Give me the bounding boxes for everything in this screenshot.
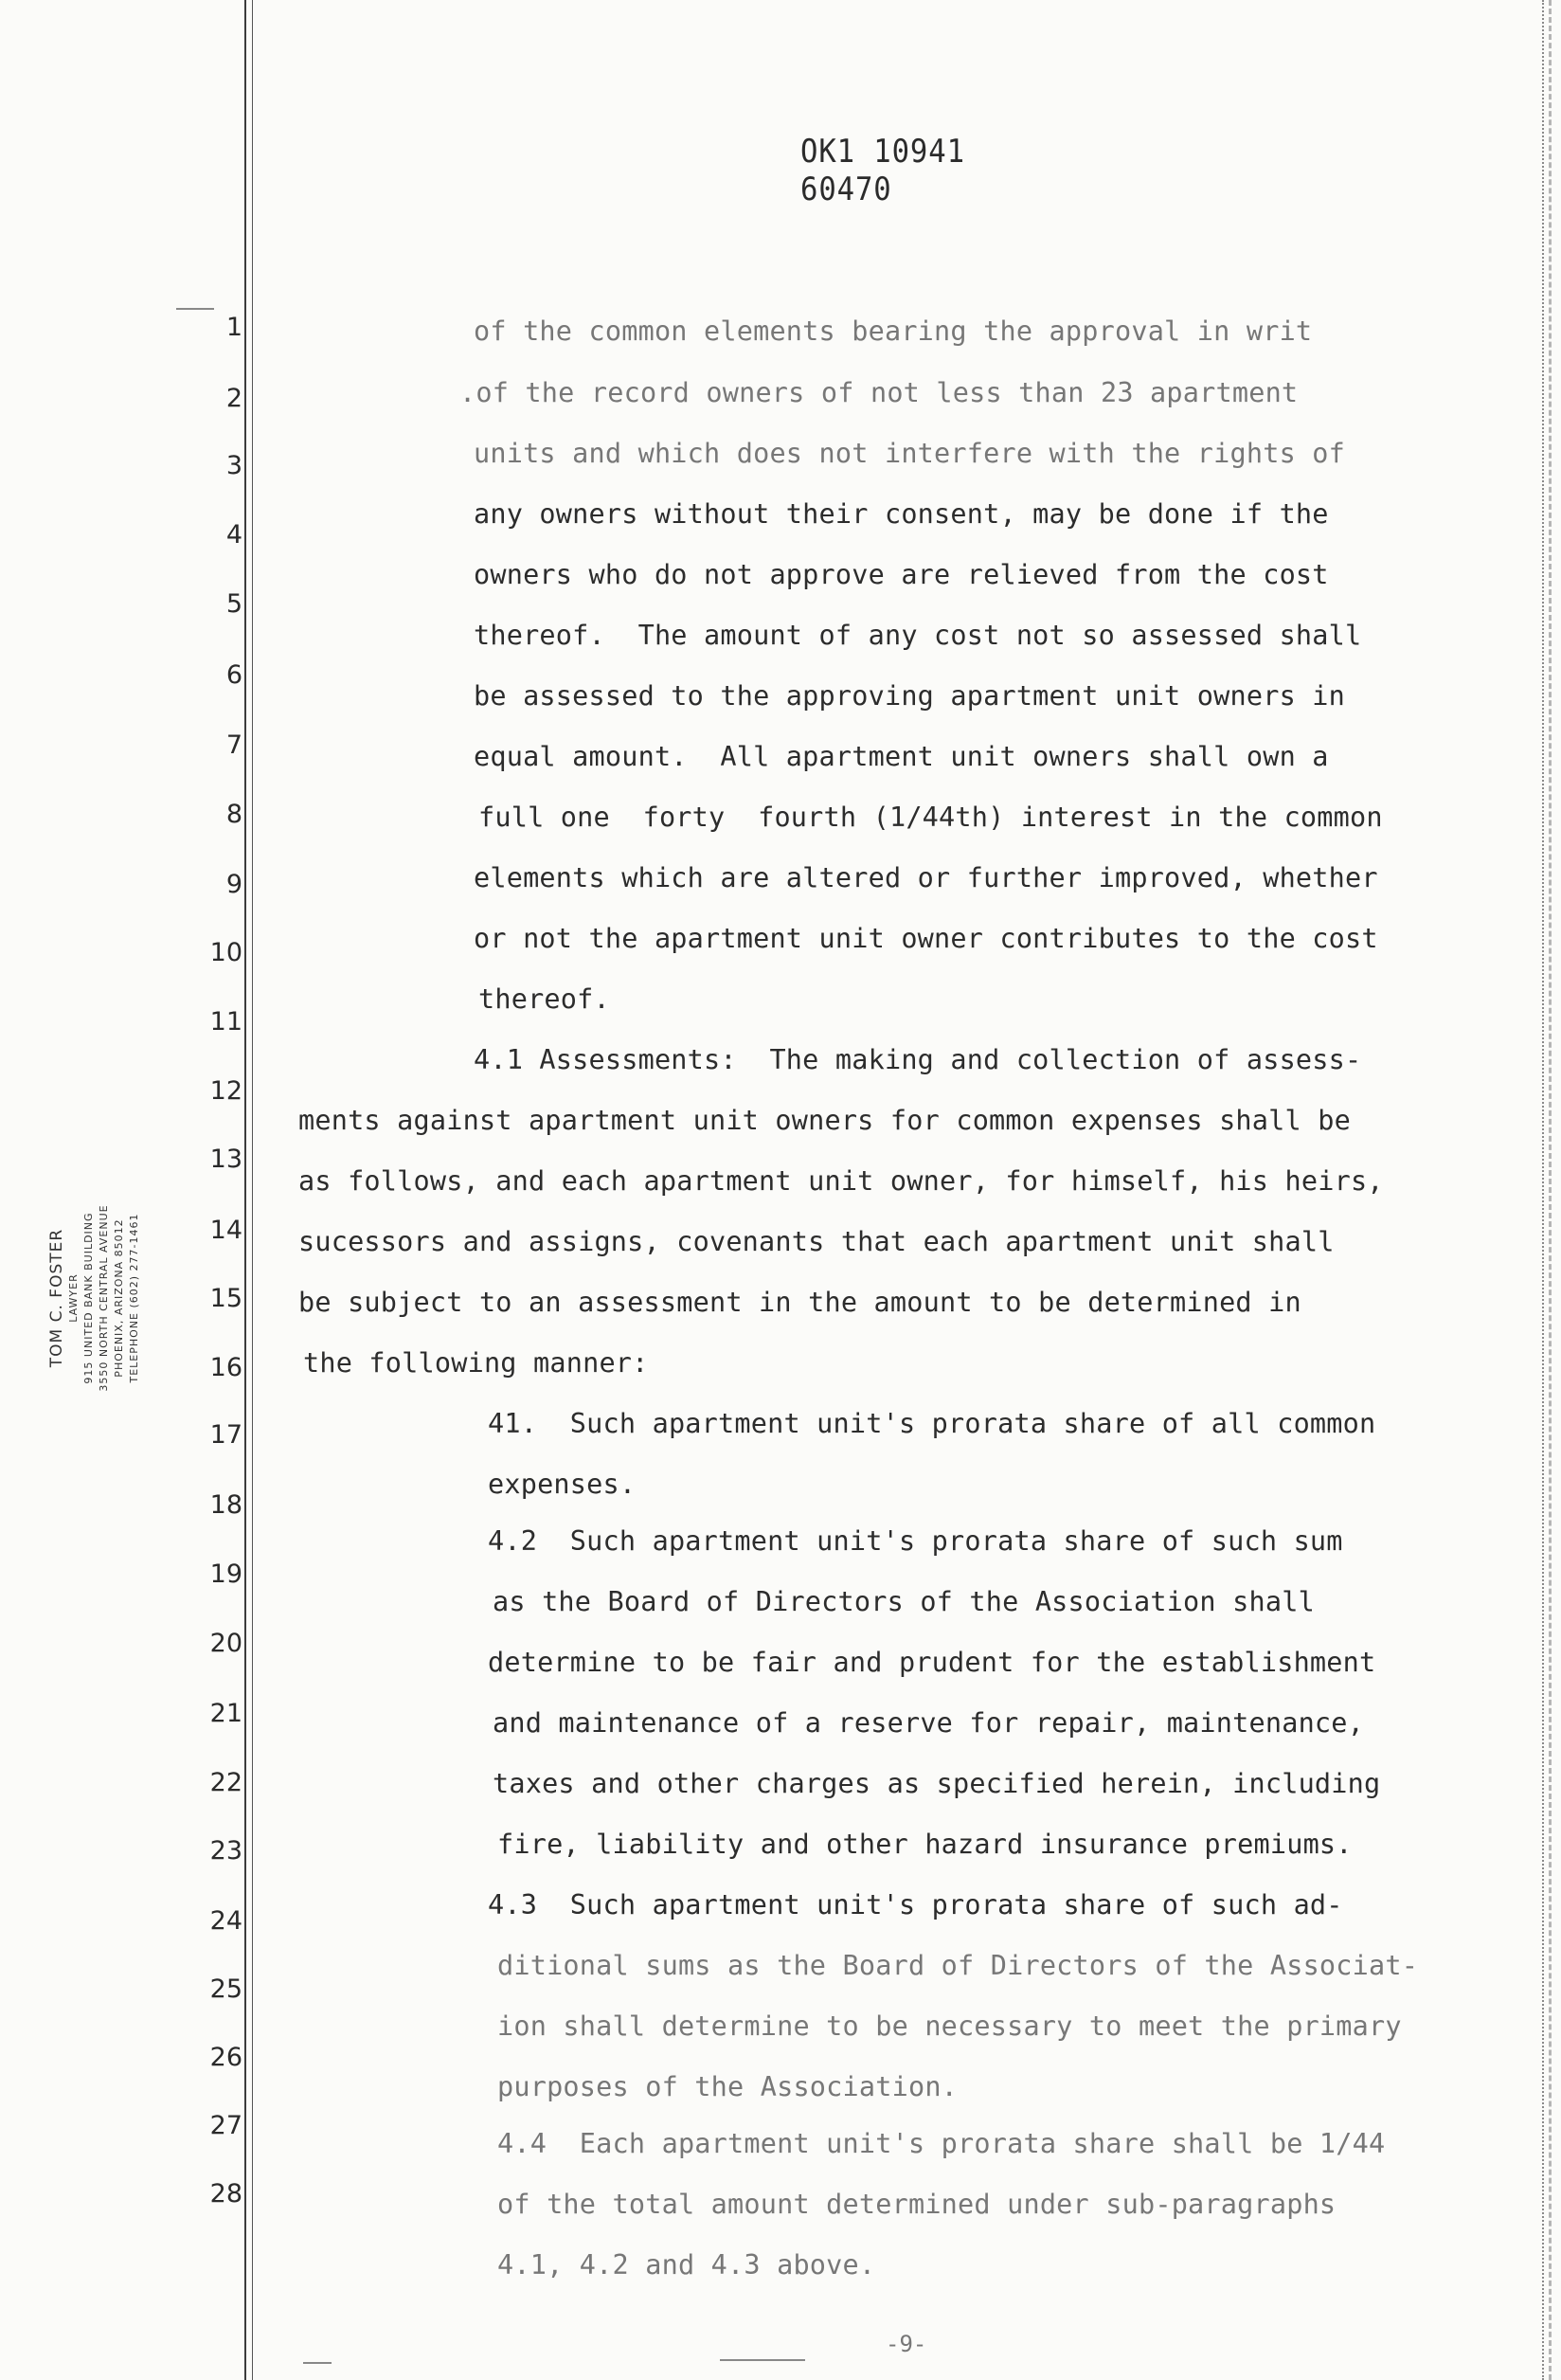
line-number: 12 [209,1076,242,1106]
text-line: ditional sums as the Board of Directors of the Associat- [497,1950,1419,1981]
stamp-city: PHOENIX, ARIZONA 85012 [113,1218,125,1378]
line-number: 21 [209,1699,242,1728]
text-line: be subject to an assessment in the amount to be determined in [298,1287,1301,1318]
stamp-title: LAWYER [67,1273,80,1323]
text-line: ion shall determine to be necessary to meet the primary [497,2010,1402,2042]
text-line: as the Board of Directors of the Association shall [493,1586,1315,1617]
line-number: 10 [209,938,242,967]
line-number: 2 [225,384,242,413]
text-line: any owners without their consent, may be done if the [474,498,1329,530]
text-line: elements which are altered or further improved, whether [474,862,1378,893]
text-line: .of the record owners of not less than 23 apartment [459,377,1299,408]
scan-mark [176,308,214,310]
line-number: 28 [209,2179,242,2209]
line-number: 25 [209,1974,242,2004]
text-line: 4.1 Assessments: The making and collection of assess- [474,1044,1362,1075]
line-number: 5 [225,589,242,619]
text-line: sucessors and assigns, covenants that each apartment unit shall [298,1226,1335,1257]
stamp-street: 3550 NORTH CENTRAL AVENUE [98,1204,110,1392]
document-number: OK1 10941 60470 [800,133,965,208]
margin-rule-inner [252,0,253,2380]
stamp-building: 915 UNITED BANK BUILDING [82,1212,95,1384]
text-line: thereof. The amount of any cost not so assessed shall [474,620,1362,651]
line-number: 17 [209,1420,242,1450]
text-line: be assessed to the approving apartment unit owners in [474,680,1345,712]
line-number: 11 [209,1007,242,1037]
line-number: 26 [209,2043,242,2072]
text-line: thereof. [478,983,610,1015]
text-line: 4.4 Each apartment unit's prorata share shall be 1/44 [497,2128,1386,2159]
line-number: 13 [209,1145,242,1174]
line-number: 19 [209,1560,242,1589]
line-number: 7 [225,730,242,760]
text-line: ments against apartment unit owners for common expenses shall be [298,1105,1351,1136]
text-line: expenses. [488,1469,637,1500]
line-number: 4 [225,520,242,550]
line-number: 9 [225,870,242,899]
text-line: as follows, and each apartment unit owner, for himself, his heirs, [298,1165,1384,1197]
text-line: or not the apartment unit owner contributes to the cost [474,923,1378,954]
line-number: 20 [209,1629,242,1658]
right-margin-dots [1542,0,1544,2380]
text-line: 4.1, 4.2 and 4.3 above. [497,2249,876,2281]
line-number: 16 [209,1353,242,1382]
line-number: 8 [225,800,242,829]
text-line: 4.3 Such apartment unit's prorata share of such ad- [488,1889,1343,1920]
scan-mark [720,2359,805,2361]
text-line: determine to be fair and prudent for the establishment [488,1647,1376,1678]
text-line: owners who do not approve are relieved from the cost [474,559,1329,590]
line-number: 15 [209,1284,242,1313]
line-number: 18 [209,1490,242,1520]
line-number: 6 [225,660,242,690]
text-line: 4.2 Such apartment unit's prorata share of such sum [488,1525,1343,1557]
line-number: 1 [225,313,242,342]
text-line: fire, liability and other hazard insurance premiums. [497,1829,1353,1860]
text-line: full one forty fourth (1/44th) interest in the common [478,802,1383,833]
line-number: 23 [209,1836,242,1866]
text-line: units and which does not interfere with the rights of [474,438,1345,469]
text-line: purposes of the Association. [497,2071,959,2102]
text-line: taxes and other charges as specified herein, including [493,1768,1381,1799]
line-number: 24 [209,1906,242,1936]
page-number: -9- [886,2331,927,2357]
text-line: of the common elements bearing the approval in writ [474,316,1313,347]
line-number: 22 [209,1768,242,1797]
text-line: the following manner: [303,1347,649,1379]
line-number: 14 [209,1216,242,1245]
margin-rule [244,0,246,2380]
text-line: and maintenance of a reserve for repair, maintenance, [493,1707,1364,1739]
scan-mark [303,2362,332,2364]
text-line: equal amount. All apartment unit owners shall own a [474,741,1329,772]
stamp-name: TOM C. FOSTER [47,1228,66,1368]
right-margin-dashes [1549,0,1552,2380]
stamp-phone: TELEPHONE (602) 277-1461 [128,1213,140,1383]
line-number: 27 [209,2111,242,2140]
lawyer-stamp [47,1146,199,1450]
text-line: of the total amount determined under sub-paragraphs [497,2189,1337,2220]
text-line: 41. Such apartment unit's prorata share of all common [488,1408,1376,1439]
line-number: 3 [225,451,242,480]
